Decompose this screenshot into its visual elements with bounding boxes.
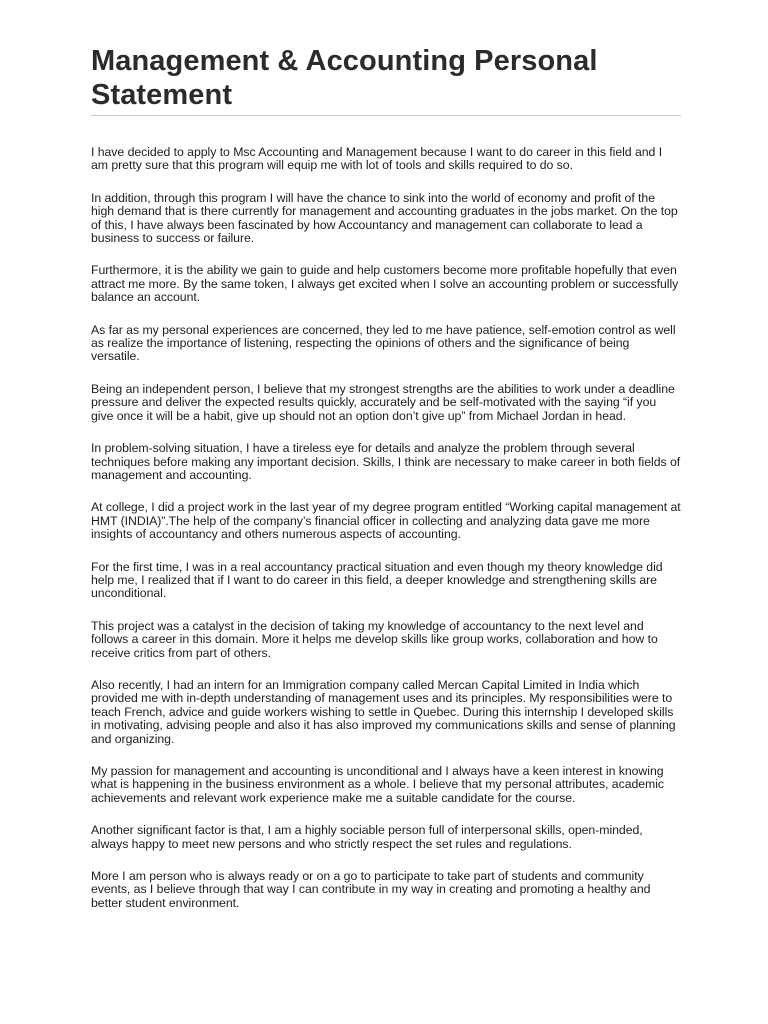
paragraph: I have decided to apply to Msc Accounting and Management because I want to do career in this field and I am pretty sure that this program will equip me with lot of tools and skills required to do so. xyxy=(91,145,663,173)
page-title: Management & Accounting Personal Statement xyxy=(91,45,598,111)
paragraph: My passion for management and accounting is unconditional and I always have a keen interest in knowing what is happening in the business environment as a whole. I believe that my personal attributes, academic achievements and relevant work experience make me a suitable candidate for the course. xyxy=(91,764,665,805)
paragraph: More I am person who is always ready or on a go to participate to take part of students and community events, as I believe through that way I can contribute in my way in creating and promoting a healthy and better student environment. xyxy=(91,869,651,910)
paragraph: Another significant factor is that, I am a highly sociable person full of interpersonal skills, open-minded, always happy to meet new persons and who strictly respect the set rules and regulations. xyxy=(91,823,643,851)
document-page xyxy=(91,44,681,929)
paragraph: As far as my personal experiences are concerned, they led to me have patience, self-emotion control as well as realize the importance of listening, respecting the opinions of others and the significance of being versatile. xyxy=(91,322,676,364)
paragraph: Also recently, I had an intern for an Immigration company called Mercan Capital Limited in India which provided me with in-depth understanding of management uses and its principles. My responsibilities were to teach French, advice and guide workers wishing to settle in Quebec. During this internship I developed skills in motivating, advising people and also it has also improved my communications skills and sense of planning and organizing. xyxy=(91,677,676,746)
paragraph: At college, I did a project work in the last year of my degree program entitled “Working capital management at HMT (INDIA)”.The help of the company’s financial officer in collecting and analyzing data gave me more insights of accountancy and others numerous aspects of accounting. xyxy=(91,500,681,542)
paragraph: This project was a catalyst in the decision of taking my knowledge of accountancy to the next level and follows a career in this domain. More it helps me develop skills like group works, collaboration and how to receive critics from part of others. xyxy=(91,618,658,660)
paragraph: For the first time, I was in a real accountancy practical situation and even though my theory knowledge did help me, I realized that if I want to do career in this field, a deeper knowledge and strengthening skills are unconditional. xyxy=(91,559,663,601)
paragraph: In problem-solving situation, I have a tireless eye for details and analyze the problem through several techniques before making any important decision. Skills, I think are necessary to make career in both fields of management and accounting. xyxy=(91,441,681,482)
paragraph: Furthermore, it is the ability we gain to guide and help customers become more profitable hopefully that even attract me more. By the same token, I always get excited when I solve an accounting problem or successfully balance an account. xyxy=(91,263,679,305)
paragraph: In addition, through this program I will have the chance to sink into the world of economy and profit of the high demand that is there currently for management and accounting graduates in the jobs market. On the top of this, I have always been fascinated by how Accountancy and management can collaborate to lead a business to success or failure. xyxy=(91,190,678,246)
title-divider xyxy=(91,115,681,116)
paragraph: Being an independent person, I believe that my strongest strengths are the abilities to work under a deadline pressure and deliver the expected results quickly, accurately and be self-motivated with the saying “if you give once it will be a habit, give up should not an option don’t give up” from Michael Jordan in head. xyxy=(91,381,675,423)
